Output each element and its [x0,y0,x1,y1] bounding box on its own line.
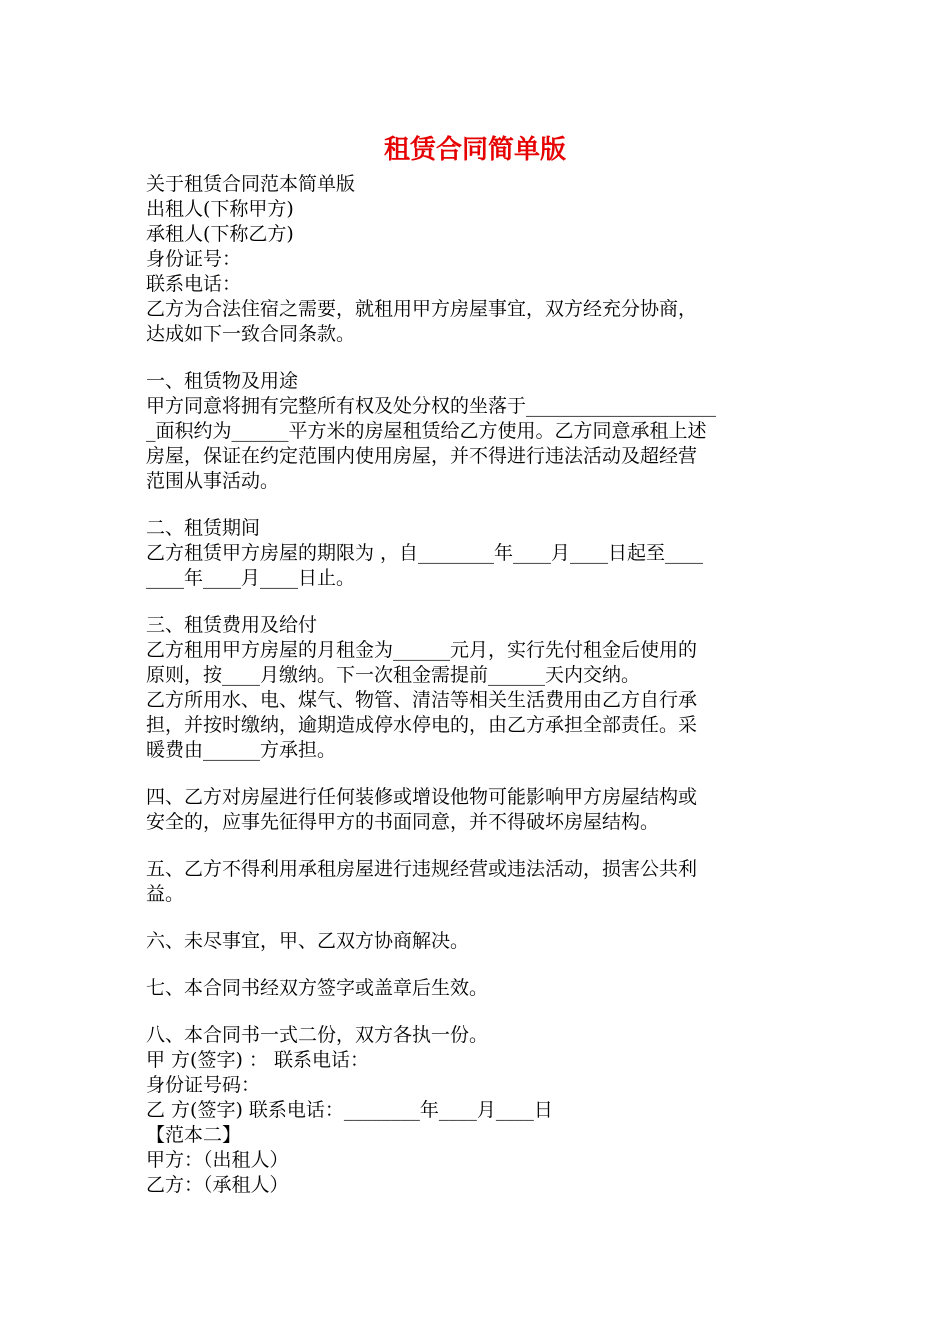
text-line: 房屋，保证在约定范围内使用房屋，并不得进行违法活动及超经营 [146,445,698,467]
text-line: 联系电话： [146,273,242,295]
text-line: 甲 方(签字) ： 联系电话： [146,1049,369,1071]
text-line: 四、乙方对房屋进行任何装修或增设他物可能影响甲方房屋结构或 [146,786,698,808]
paragraph-gap [146,835,810,857]
text-line: 原则，按____月缴纳。下一次租金需提前______天内交纳。 [146,664,641,686]
text-line: 乙方：（承租人） [146,1174,289,1196]
paragraph-gap [146,954,810,976]
paragraph-gap [146,763,810,785]
text-line: 甲方：（出租人） [146,1149,289,1171]
text-line: 出租人(下称甲方) [146,198,294,220]
text-line: 乙方租赁甲方房屋的期限为 ，自________年____月____日起至____ [146,542,704,564]
text-line: 六、未尽事宜，甲、乙双方协商解决。 [146,930,470,952]
paragraph-gap [146,347,810,369]
paragraph-gap [146,494,810,516]
paragraph-gap [146,907,810,929]
text-line: 乙方为合法住宿之需要，就租用甲方房屋事宜，双方经充分协商， [146,298,698,320]
text-line: 承租人(下称乙方) [146,223,294,245]
text-line: 五、乙方不得利用承租房屋进行违规经营或违法活动，损害公共利 [146,858,698,880]
text-line: 二、租赁期间 [146,517,261,539]
document-body [146,172,810,1198]
text-line: ____年____月____日止。 [146,567,356,589]
text-line: 益。 [146,883,185,905]
text-line: 担，并按时缴纳，逾期造成停水停电的，由乙方承担全部责任。采 [146,714,698,736]
text-line: 七、本合同书经双方签字或盖章后生效。 [146,977,489,999]
text-line: 暖费由______方承担。 [146,739,337,761]
text-line: 乙方租用甲方房屋的月租金为______元月，实行先付租金后使用的 [146,639,698,661]
text-line: 身份证号： [146,248,242,270]
text-line: 三、租赁费用及给付 [146,614,318,636]
text-line: 【范本二】 [146,1124,242,1146]
text-line: 八、本合同书一式二份，双方各执一份。 [146,1024,489,1046]
text-line: 一、租赁物及用途 [146,370,299,392]
text-line: 甲方同意将拥有完整所有权及处分权的坐落于____________________ [146,395,717,417]
paragraph-gap [146,1001,810,1023]
text-line: 达成如下一致合同条款。 [146,323,356,345]
text-line: 乙方所用水、电、煤气、物管、清洁等相关生活费用由乙方自行承 [146,689,698,711]
text-line: _面积约为______平方米的房屋租赁给乙方使用。乙方同意承租上述 [146,420,707,442]
text-line: 身份证号码： [146,1074,261,1096]
text-line: 关于租赁合同范本简单版 [146,173,356,195]
text-line: 范围从事活动。 [146,470,280,492]
text-line: 安全的，应事先征得甲方的书面同意，并不得破坏房屋结构。 [146,811,660,833]
document-title: 租赁合同简单版 [383,135,566,165]
paragraph-gap [146,591,810,613]
text-line: 乙 方(签字) 联系电话：________年____月____日 [146,1099,553,1121]
